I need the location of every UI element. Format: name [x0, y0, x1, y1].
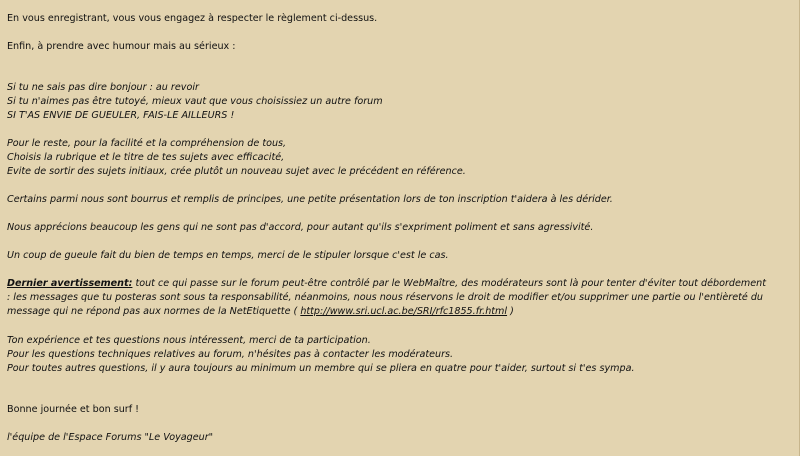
rule-gueuler: SI T'AS ENVIE DE GUEULER, FAIS-LE AILLEURS ! [7, 110, 235, 121]
warning-label: Dernier avertissement: [7, 278, 133, 289]
signature: l'équipe de l'Espace Forums "Le Voyageur" [7, 432, 214, 443]
rule-bonjour: Si tu ne sais pas dire bonjour : au revoir [7, 82, 199, 93]
para-certains: Certains parmi nous sont bourrus et remplis de principes, une petite présentation lors de ton inscription t'aidera à les dérider. [7, 194, 613, 205]
intro-line-1: En vous enregistrant, vous vous engagez à respecter le règlement ci-dessus. [7, 13, 378, 24]
rule-rubrique: Choisis la rubrique et le titre de tes sujets avec efficacité, [7, 152, 285, 163]
warning-text-1: tout ce qui passe sur le forum peut-être contrôlé par le WebMaître, des modérateurs sont là pour tenter d'éviter tout débordement [132, 278, 766, 289]
netetiquette-link[interactable]: http://www.sri.ucl.ac.be/SRI/rfc1855.fr.html [300, 306, 508, 317]
rule-reste: Pour le reste, pour la facilité et la compréhension de tous, [7, 138, 287, 149]
intro-line-2: Enfin, à prendre avec humour mais au sérieux : [7, 41, 236, 52]
rule-sujets: Evite de sortir des sujets initiaux, crée plutôt un nouveau sujet avec le précédent en référence. [7, 166, 466, 177]
para-apprecions: Nous apprécions beaucoup les gens qui ne sont pas d'accord, pour autant qu'ils s'expriment poliment et sans agressivité. [7, 222, 594, 233]
questions-line-1: Ton expérience et tes questions nous intéressent, merci de ta participation. [7, 335, 371, 346]
warning-line-3 [7, 305, 514, 319]
warning-line-2: : les messages que tu posteras sont sous ta responsabilité, néanmoins, nous nous réservons le droit de modifier et/ou supprimer une partie ou l'entièreté du [7, 292, 764, 303]
questions-line-3: Pour toutes autres questions, il y aura toujours au minimum un membre qui se pliera en quatre pour t'aider, surtout si t'es sympa. [7, 363, 635, 374]
closing-greeting: Bonne journée et bon surf ! [7, 404, 139, 415]
warning-text-3: message qui ne répond pas aux normes de la NetEtiquette ( [7, 306, 301, 317]
rule-tutoiement: Si tu n'aimes pas être tutoyé, mieux vaut que vous choisissiez un autre forum [7, 96, 383, 107]
questions-line-2: Pour les questions techniques relatives au forum, n'hésites pas à contacter les modérateurs. [7, 349, 454, 360]
para-coup-de-gueule: Un coup de gueule fait du bien de temps en temps, merci de le stipuler lorsque c'est le cas. [7, 250, 449, 261]
warning-text-3-end: ) [507, 306, 514, 317]
warning-line-1 [7, 277, 766, 291]
